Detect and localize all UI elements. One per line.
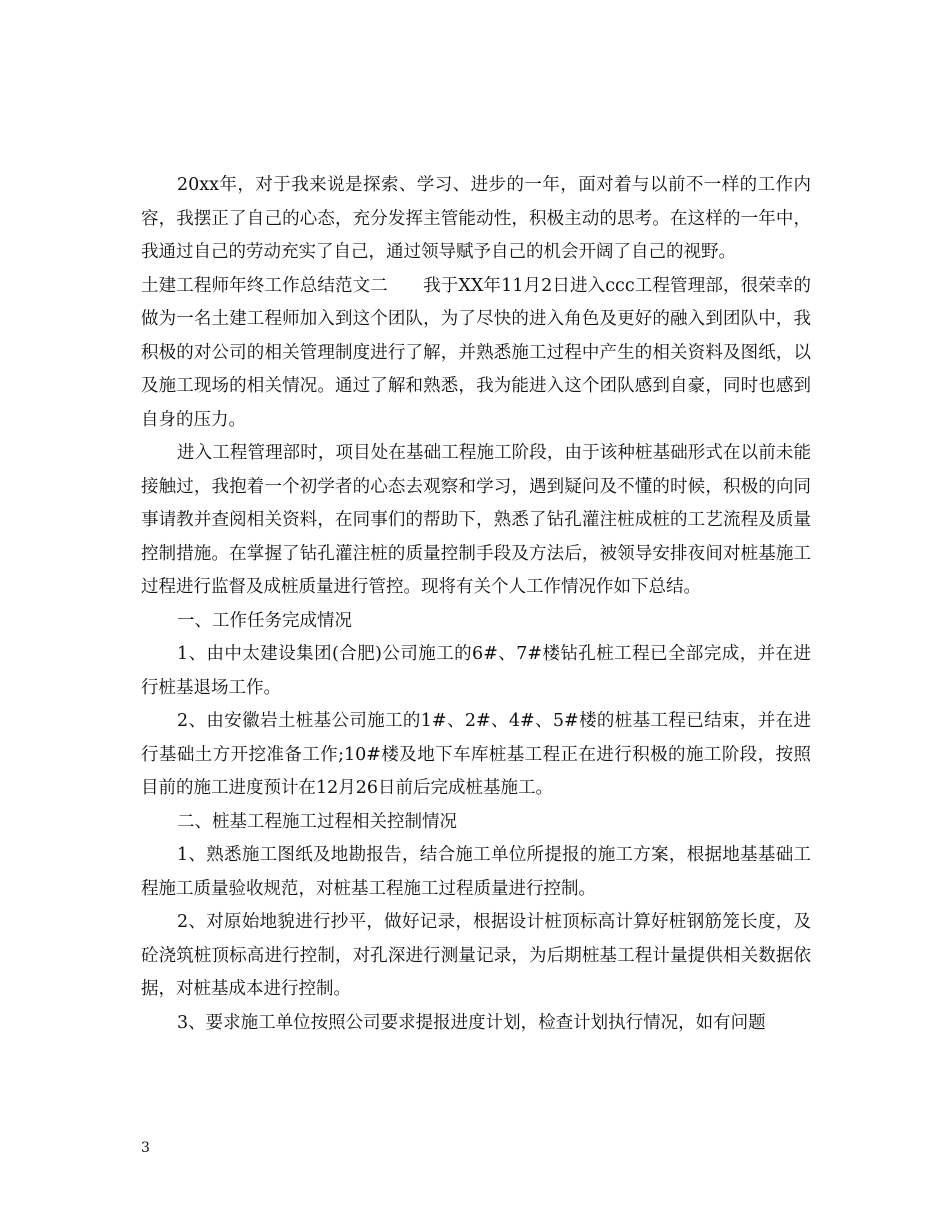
document-body	[141, 169, 811, 1040]
paragraph-control-3: 3、要求施工单位按照公司要求提报进度计划，检查计划执行情况，如有问题	[177, 1012, 766, 1033]
section-heading-control: 二、桩基工程施工过程相关控制情况	[177, 811, 457, 832]
page-number: 3	[141, 1140, 150, 1156]
paragraph-control-1: 1、熟悉施工图纸及地勘报告，结合施工单位所提报的施工方案，根据地基基础工程施工质量验收规范，对桩基工程施工过程质量进行控制。	[141, 845, 811, 899]
paragraph-task-2: 2、由安徽岩土桩基公司施工的1#、2#、4#、5#楼的桩基工程已结束，并在进行基础土方开挖准备工作;10#楼及地下车库桩基工程正在进行积极的施工阶段，按照目前的施工进度预计在12月26日前后完成桩基施工。	[141, 711, 811, 798]
section-heading-task-completion: 一、工作任务完成情况	[177, 610, 352, 631]
paragraph-intro: 20xx年，对于我来说是探索、学习、进步的一年，面对着与以前不一样的工作内容，我摆正了自己的心态，充分发挥主管能动性，积极主动的思考。在这样的一年中，我通过自己的劳动充实了自己，通过领导赋予自己的机会开阔了自己的视野。	[141, 175, 811, 262]
paragraph-task-1: 1、由中太建设集团(合肥)公司施工的6#、7#楼钻孔桩工程已全部完成，并在进行桩基退场工作。	[141, 644, 811, 698]
paragraph-title-and-intro: 土建工程师年终工作总结范文二 我于XX年11月2日进入ccc工程管理部，很荣幸的做为一名土建工程师加入到这个团队，为了尽快的进入角色及更好的融入到团队中，我积极的对公司的相关管理制度进行了解，并熟悉施工过程中产生的相关资料及图纸，以及施工现场的相关情况。通过了解和熟悉，我为能进入这个团队感到自豪，同时也感到自身的压力。	[141, 275, 811, 430]
paragraph-entry: 进入工程管理部时，项目处在基础工程施工阶段，由于该种桩基础形式在以前未能接触过，我抱着一个初学者的心态去观察和学习，遇到疑问及不懂的时候，积极的向同事请教并查阅相关资料，在同事们的帮助下，熟悉了钻孔灌注桩成桩的工艺流程及质量控制措施。在掌握了钻孔灌注桩的质量控制手段及方法后，被领导安排夜间对桩基施工过程进行监督及成桩质量进行管控。现将有关个人工作情况作如下总结。	[141, 443, 811, 597]
paragraph-control-2: 2、对原始地貌进行抄平，做好记录，根据设计桩顶标高计算好桩钢筋笼长度，及砼浇筑桩顶标高进行控制，对孔深进行测量记录，为后期桩基工程计量提供相关数据依据，对桩基成本进行控制。	[141, 912, 811, 999]
